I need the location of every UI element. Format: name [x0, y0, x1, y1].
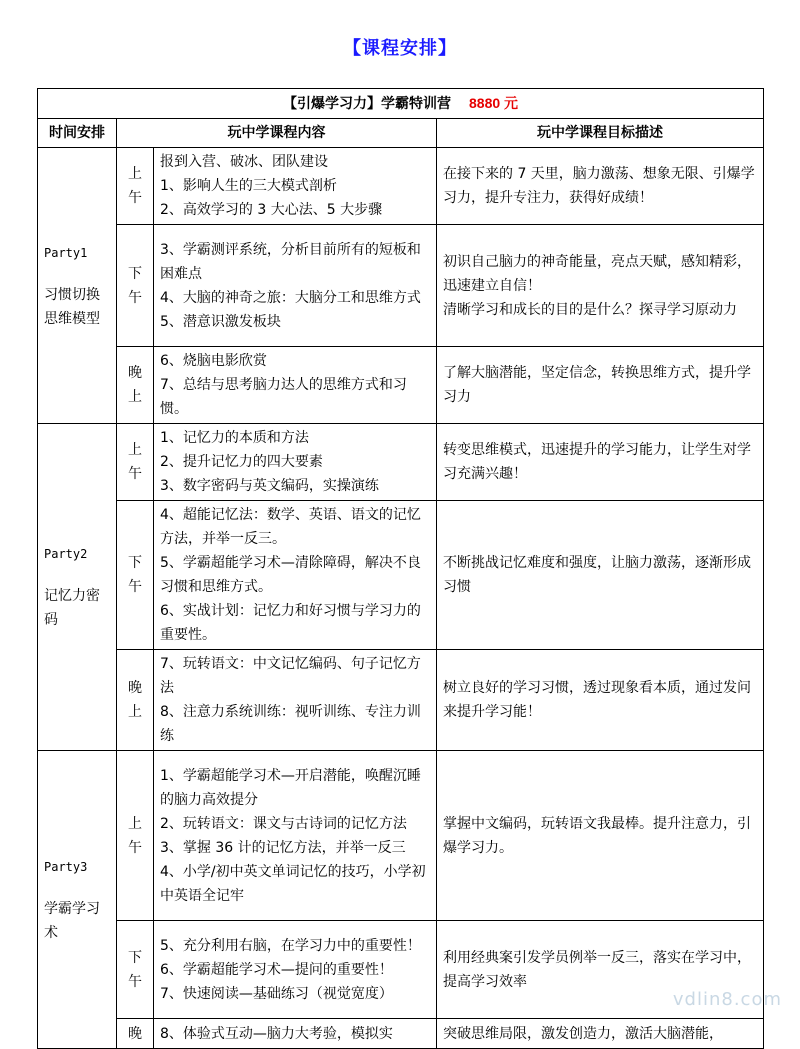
period-label-char: 午 [128, 190, 142, 206]
content-line: 5、潜意识激发板块 [160, 313, 281, 330]
content-cell [154, 751, 437, 921]
content-line: 1、记忆力的本质和方法 [160, 430, 309, 446]
period-cell [117, 148, 154, 225]
banner-price: 8880 元 [469, 95, 519, 111]
period-cell [117, 921, 154, 1019]
schedule-row [38, 921, 764, 1019]
content-line: 2、玩转语文：课文与古诗词的记忆方法 [160, 815, 407, 832]
page-title: 【课程安排】 [343, 38, 457, 59]
goal-cell [437, 751, 764, 921]
goal-cell [437, 650, 764, 751]
content-line: 4、小学/初中英文单词记忆的技巧，小学初中英语全记牢 [160, 863, 426, 904]
goal-cell [437, 347, 764, 424]
content-cell [154, 225, 437, 347]
period-label-char: 晚 [128, 365, 142, 381]
period-label-char: 午 [128, 466, 142, 482]
period-label-char: 下 [128, 949, 142, 966]
schedule-row [38, 424, 764, 501]
goal-line: 突破思维局限，激发创造力，激活大脑潜能， [443, 1025, 723, 1042]
content-line: 7、快速阅读—基础练习（视觉宽度） [160, 985, 393, 1002]
schedule-row [38, 650, 764, 751]
goal-line: 在接下来的 7 天里，脑力激荡、想象无限、引爆学习力，提升专注力，获得好成绩！ [443, 166, 755, 206]
period-label-char: 晚 [128, 680, 142, 696]
goal-line: 转变思维模式，迅速提升的学习能力，让学生对学习充满兴趣！ [443, 442, 751, 482]
period-label-char: 午 [128, 289, 142, 306]
goal-cell [437, 1019, 764, 1049]
watermark: vdlin8.com [672, 989, 782, 1010]
party-theme: 习惯切换思维模型 [44, 286, 100, 327]
content-line: 6、烧脑电影欣赏 [160, 353, 267, 369]
goal-cell [437, 225, 764, 347]
party-cell [38, 148, 117, 424]
content-line: 4、大脑的神奇之旅：大脑分工和思维方式 [160, 289, 421, 306]
period-cell [117, 347, 154, 424]
party-cell [38, 751, 117, 1049]
period-label-char: 上 [128, 442, 142, 458]
content-line: 3、数字密码与英文编码，实操演练 [160, 478, 379, 494]
content-line: 2、高效学习的 3 大心法、5 大步骤 [160, 202, 383, 218]
content-line: 1、学霸超能学习术—开启潜能，唤醒沉睡的脑力高效提分 [160, 767, 421, 808]
content-line: 3、掌握 36 计的记忆方法，并举一反三 [160, 839, 406, 856]
goal-cell [437, 501, 764, 650]
goal-line: 掌握中文编码，玩转语文我最棒。提升注意力，引爆学习力。 [443, 815, 751, 856]
schedule-row [38, 751, 764, 921]
content-line: 8、体验式互动—脑力大考验，模拟实 [160, 1025, 393, 1042]
party-name: Party3 [44, 859, 88, 874]
period-cell [117, 1019, 154, 1049]
content-line: 7、总结与思考脑力达人的思维方式和习惯。 [160, 377, 407, 417]
banner-title: 【引爆学习力】学霸特训营 [283, 96, 451, 112]
content-cell [154, 921, 437, 1019]
schedule-row [38, 148, 764, 225]
schedule-row [38, 1019, 764, 1049]
content-cell [154, 347, 437, 424]
party-theme: 学霸学习术 [44, 900, 100, 941]
header-content: 玩中学课程内容 [117, 119, 437, 148]
schedule-row [38, 347, 764, 424]
content-line: 6、实战计划：记忆力和好习惯与学习力的重要性。 [160, 603, 421, 643]
header-goal: 玩中学课程目标描述 [437, 119, 764, 148]
party-name: Party1 [44, 245, 88, 260]
content-cell [154, 501, 437, 650]
schedule-row [38, 501, 764, 650]
period-label-char: 午 [128, 973, 142, 990]
goal-line: 树立良好的学习习惯，透过现象看本质，通过发问来提升学习能！ [443, 680, 751, 720]
content-line: 3、学霸测评系统，分析目前所有的短板和困难点 [160, 241, 421, 282]
course-schedule-table [37, 88, 764, 1049]
content-cell [154, 650, 437, 751]
period-cell [117, 650, 154, 751]
period-label-char: 午 [128, 579, 142, 595]
party-cell [38, 424, 117, 751]
content-line: 6、学霸超能学习术—提问的重要性！ [160, 961, 393, 978]
period-cell [117, 501, 154, 650]
goal-line: 初识自己脑力的神奇能量，亮点天赋，感知精彩，迅速建立自信！ [443, 253, 751, 294]
content-cell [154, 424, 437, 501]
content-line: 4、超能记忆法：数学、英语、语文的记忆方法，并举一反三。 [160, 507, 421, 547]
header-row [38, 119, 764, 148]
content-line: 5、充分利用右脑，在学习力中的重要性！ [160, 937, 421, 954]
period-label-char: 上 [128, 166, 142, 182]
period-label-char: 下 [128, 265, 142, 282]
period-label-char: 晚 [128, 1025, 142, 1042]
period-label-char: 下 [128, 555, 142, 571]
goal-cell [437, 424, 764, 501]
content-line: 7、玩转语文：中文记忆编码、句子记忆方法 [160, 656, 421, 696]
content-line: 1、影响人生的三大模式剖析 [160, 178, 337, 194]
period-cell [117, 424, 154, 501]
content-cell [154, 148, 437, 225]
party-theme: 记忆力密码 [44, 588, 100, 628]
header-time: 时间安排 [38, 119, 117, 148]
period-label-char: 上 [128, 704, 142, 720]
goal-line: 清晰学习和成长的目的是什么？探寻学习原动力 [443, 301, 737, 318]
period-cell [117, 225, 154, 347]
content-line: 2、提升记忆力的四大要素 [160, 454, 323, 470]
content-line: 5、学霸超能学习术—清除障碍，解决不良习惯和思维方式。 [160, 555, 421, 595]
banner-row [38, 89, 764, 119]
period-label-char: 午 [128, 839, 142, 856]
party-name: Party2 [44, 547, 88, 561]
content-cell [154, 1019, 437, 1049]
content-line: 报到入营、破冰、团队建设 [160, 154, 328, 170]
period-cell [117, 751, 154, 921]
schedule-row [38, 225, 764, 347]
goal-line: 不断挑战记忆难度和强度，让脑力激荡，逐渐形成习惯 [443, 555, 751, 595]
banner-cell [38, 89, 764, 119]
goal-line: 了解大脑潜能，坚定信念，转换思维方式，提升学习力 [443, 365, 751, 405]
period-label-char: 上 [128, 389, 142, 405]
goal-line: 利用经典案引发学员例举一反三，落实在学习中，提高学习效率 [443, 949, 751, 990]
goal-cell [437, 148, 764, 225]
period-label-char: 上 [128, 815, 142, 832]
content-line: 8、注意力系统训练：视听训练、专注力训练 [160, 704, 421, 744]
